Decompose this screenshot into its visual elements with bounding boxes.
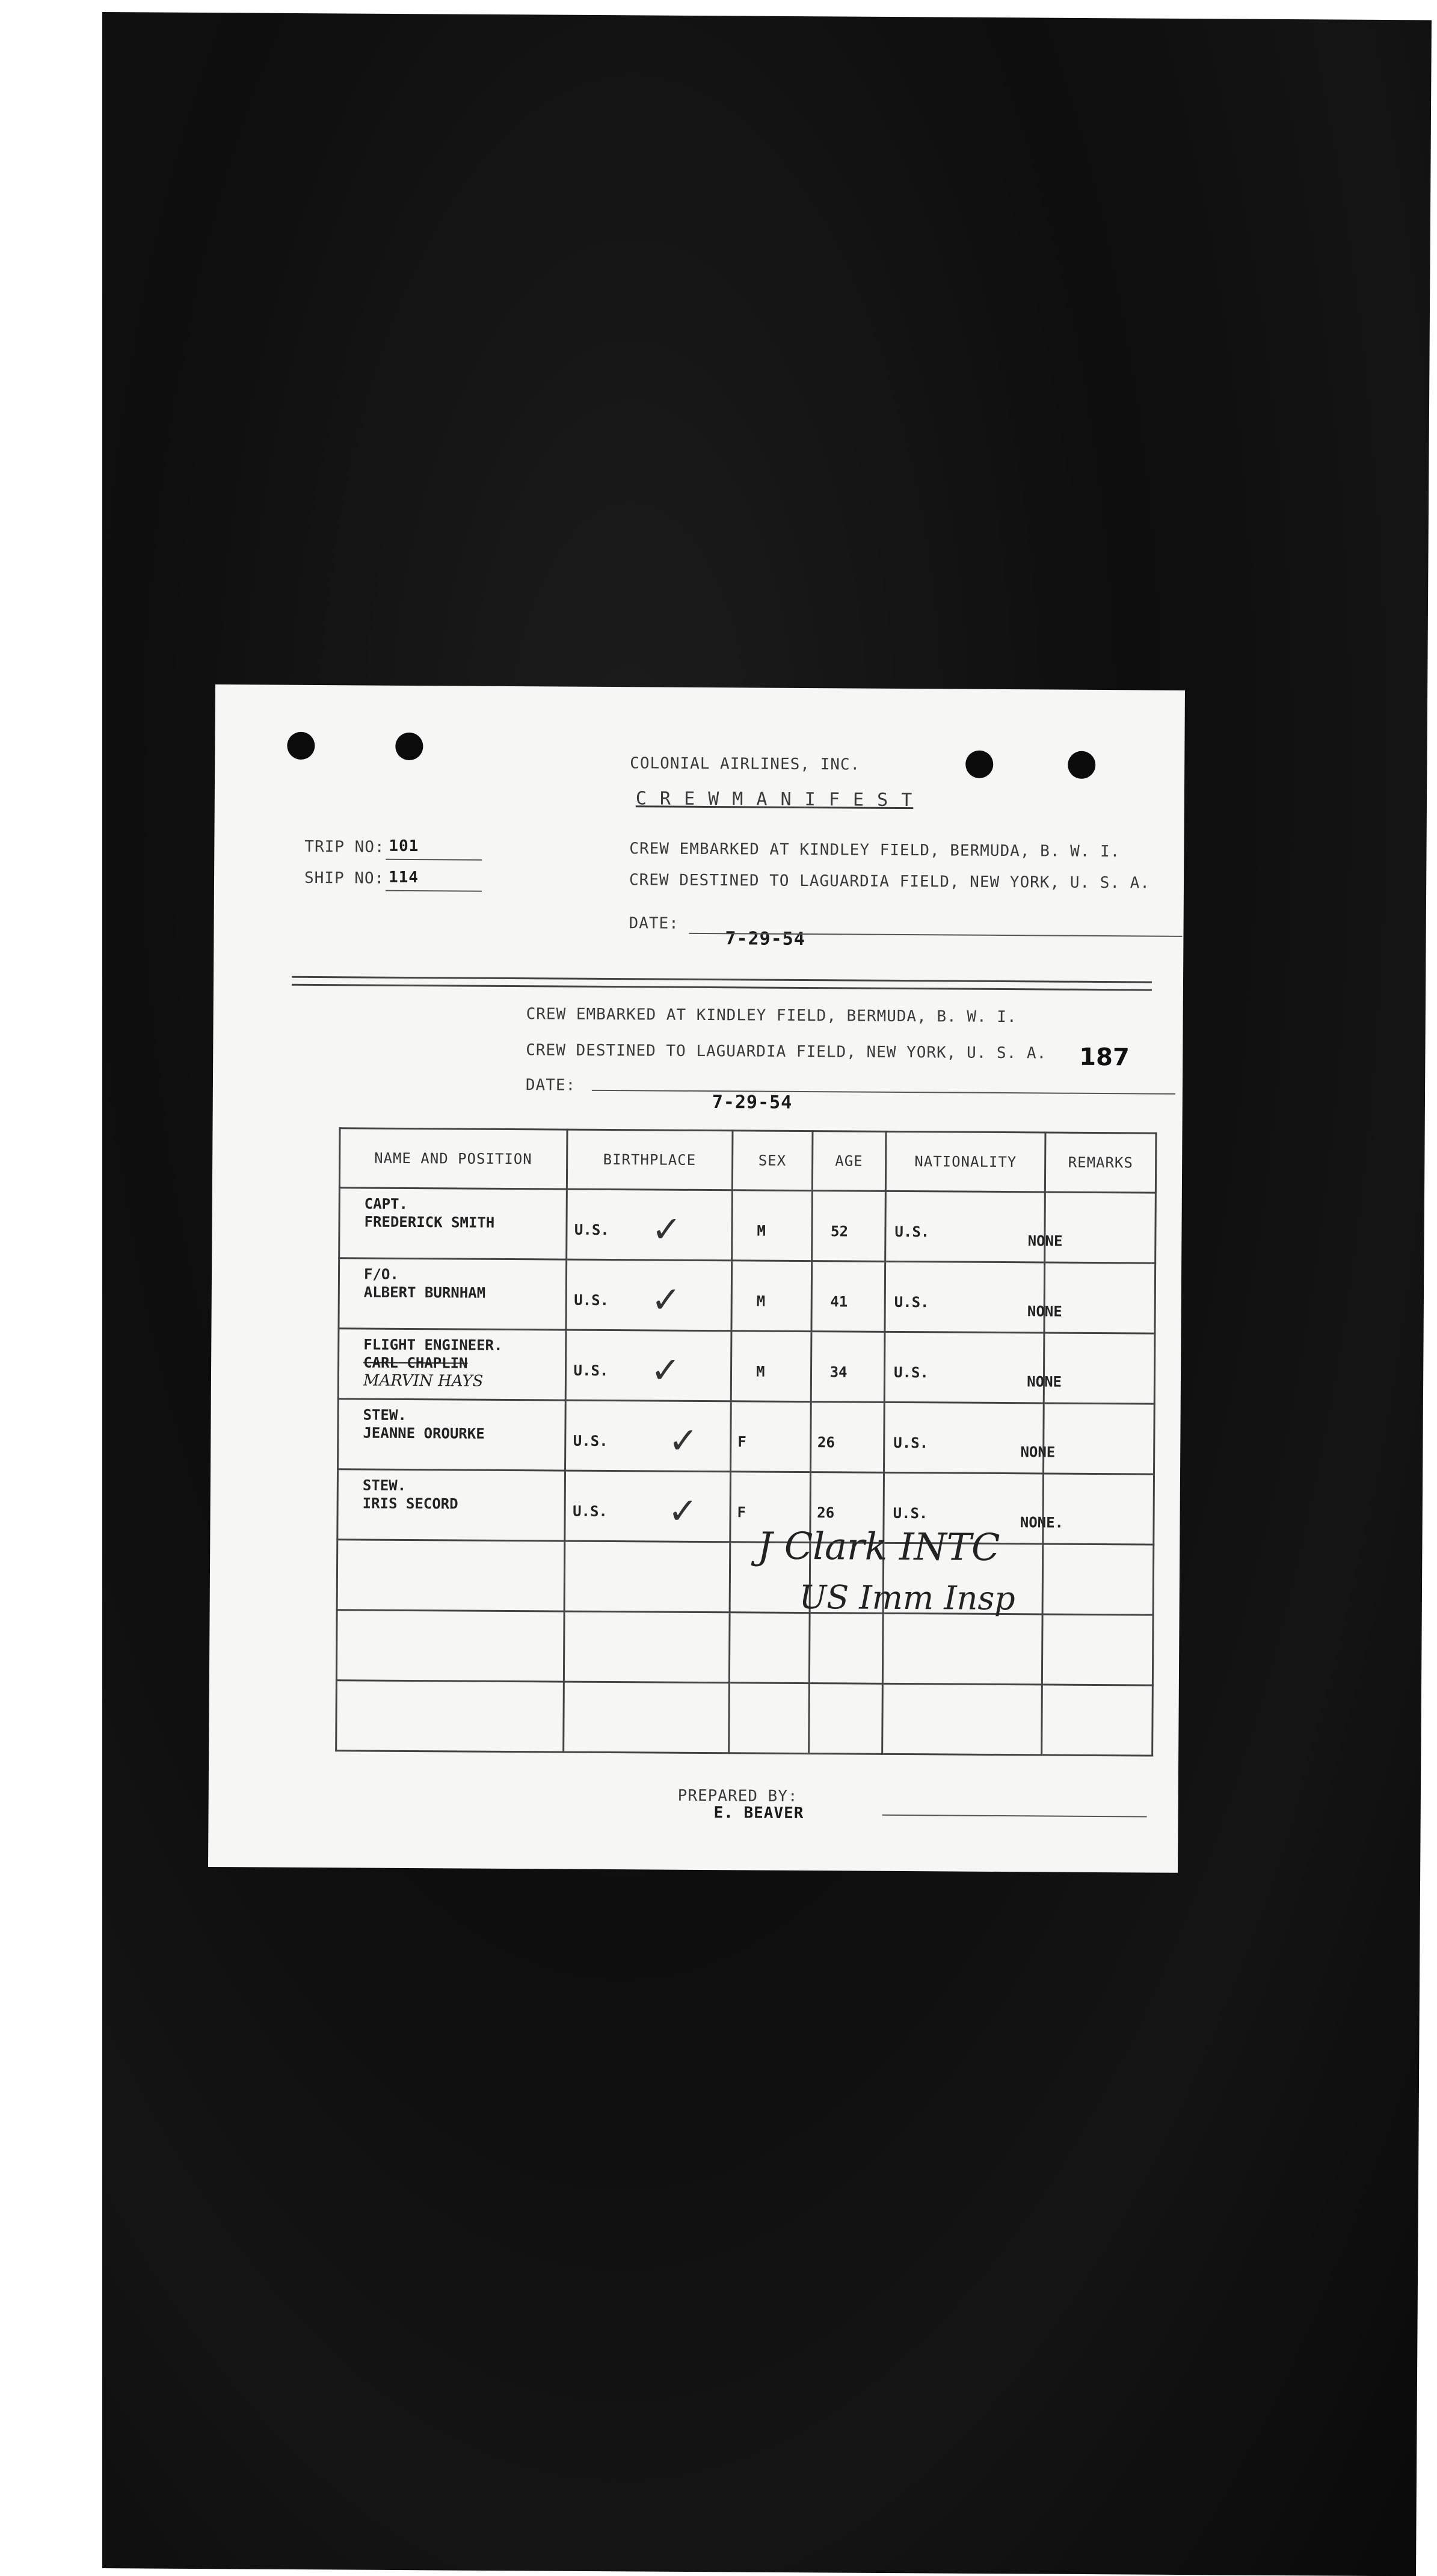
separator-rule <box>292 976 1152 991</box>
nationality-cell: U.S. <box>894 1293 929 1311</box>
embarked-text: CREW EMBARKED AT KINDLEY FIELD, BERMUDA, B. W. I. <box>629 840 1121 861</box>
birthplace-cell: U.S. <box>573 1502 608 1520</box>
table-row <box>337 1469 1154 1545</box>
crew-name-cell <box>339 1400 564 1443</box>
punch-hole <box>965 751 993 778</box>
remarks-cell: NONE <box>1020 1443 1056 1461</box>
column-header: NAME AND POSITION <box>339 1128 567 1189</box>
prepared-by-underline <box>882 1815 1147 1818</box>
crew-position: STEW. <box>363 1406 407 1424</box>
document-title: C R E W M A N I F E S T <box>635 788 914 811</box>
embarked-text-2: CREW EMBARKED AT KINDLEY FIELD, BERMUDA, B. W. I. <box>526 1005 1017 1027</box>
table-row-empty <box>336 1680 1153 1756</box>
column-header: AGE <box>812 1131 886 1191</box>
column-header: SEX <box>732 1131 812 1191</box>
ship-underline <box>386 890 482 892</box>
check-mark-icon: ✓ <box>668 1419 699 1462</box>
sex-cell: F <box>737 1433 746 1451</box>
page-stamp-number: 187 <box>1079 1043 1130 1072</box>
nationality-cell: U.S. <box>893 1504 928 1522</box>
crew-name: JEANNE OROURKE <box>363 1424 485 1442</box>
crew-name-cell <box>340 1188 565 1232</box>
crew-manifest-document <box>208 684 1185 1873</box>
sex-cell: F <box>737 1504 746 1521</box>
crew-position: F/O. <box>363 1265 399 1283</box>
check-mark-icon: ✓ <box>651 1279 682 1321</box>
table-row <box>338 1329 1155 1404</box>
destined-text-2: CREW DESTINED TO LAGUARDIA FIELD, NEW YORK, U. S. A. <box>526 1041 1047 1063</box>
inspector-signature-line1: J Clark INTC <box>757 1523 1000 1569</box>
crew-table <box>335 1127 1157 1756</box>
nationality-cell: U.S. <box>894 1223 930 1241</box>
date-value: 7-29-54 <box>725 928 805 950</box>
crew-name: ALBERT BURNHAM <box>363 1283 486 1302</box>
table-row <box>338 1399 1155 1474</box>
crew-position: STEW. <box>362 1477 407 1494</box>
column-header: NATIONALITY <box>885 1131 1045 1192</box>
prepared-by-label: PREPARED BY: <box>677 1786 798 1806</box>
birthplace-cell: U.S. <box>574 1291 609 1309</box>
ship-label: SHIP NO: <box>304 868 385 888</box>
crew-name-handwritten: MARVIN HAYS <box>363 1371 484 1391</box>
crew-name-cell <box>339 1329 565 1391</box>
date-value-2: 7-29-54 <box>712 1092 793 1113</box>
company-name: COLONIAL AIRLINES, INC. <box>630 754 861 774</box>
punch-hole <box>1068 751 1095 779</box>
table-row-empty <box>337 1540 1154 1615</box>
crew-name: IRIS SECORD <box>362 1495 458 1513</box>
date-label-2: DATE: <box>525 1076 576 1095</box>
table-header-row <box>339 1128 1156 1193</box>
crew-name-cell <box>340 1259 565 1302</box>
ship-value: 114 <box>388 868 419 887</box>
punch-hole <box>287 732 315 760</box>
film-border <box>0 0 102 2571</box>
nationality-cell: U.S. <box>893 1363 929 1382</box>
destined-text: CREW DESTINED TO LAGUARDIA FIELD, NEW YORK, U. S. A. <box>629 871 1151 893</box>
trip-underline <box>386 859 482 861</box>
table-row <box>339 1188 1156 1263</box>
trip-value: 101 <box>389 837 419 856</box>
age-cell: 41 <box>830 1293 848 1311</box>
table-row <box>339 1258 1155 1333</box>
age-cell: 26 <box>817 1434 835 1451</box>
inspector-signature-line2: US Imm Insp <box>799 1578 1015 1618</box>
birthplace-cell: U.S. <box>574 1221 609 1239</box>
remarks-cell: NONE. <box>1020 1514 1064 1531</box>
age-cell: 52 <box>830 1223 849 1240</box>
crew-name-cell <box>339 1470 564 1513</box>
check-mark-icon: ✓ <box>667 1490 698 1532</box>
table-row-empty <box>336 1610 1153 1685</box>
birthplace-cell: U.S. <box>573 1432 608 1450</box>
crew-name-struck: CARL CHAPLIN <box>363 1354 468 1372</box>
crew-position: CAPT. <box>364 1195 408 1213</box>
sex-cell: M <box>756 1293 766 1310</box>
check-mark-icon: ✓ <box>651 1208 682 1251</box>
remarks-cell: NONE <box>1027 1232 1063 1250</box>
crew-position: FLIGHT ENGINEER. <box>363 1336 503 1354</box>
prepared-by-value: E. BEAVER <box>713 1804 804 1823</box>
crew-name: FREDERICK SMITH <box>364 1213 495 1231</box>
column-header: BIRTHPLACE <box>567 1130 733 1190</box>
age-cell: 26 <box>817 1504 835 1522</box>
sex-cell: M <box>757 1222 766 1240</box>
trip-label: TRIP NO: <box>304 837 385 856</box>
column-header: REMARKS <box>1045 1133 1156 1193</box>
check-mark-icon: ✓ <box>650 1349 682 1392</box>
remarks-cell: NONE <box>1027 1303 1062 1320</box>
date-label: DATE: <box>629 914 679 933</box>
age-cell: 34 <box>829 1363 848 1381</box>
date-underline-2 <box>592 1090 1175 1095</box>
punch-hole <box>395 733 423 760</box>
sex-cell: M <box>755 1363 765 1380</box>
birthplace-cell: U.S. <box>573 1362 609 1380</box>
remarks-cell: NONE <box>1027 1373 1062 1391</box>
nationality-cell: U.S. <box>893 1434 929 1452</box>
